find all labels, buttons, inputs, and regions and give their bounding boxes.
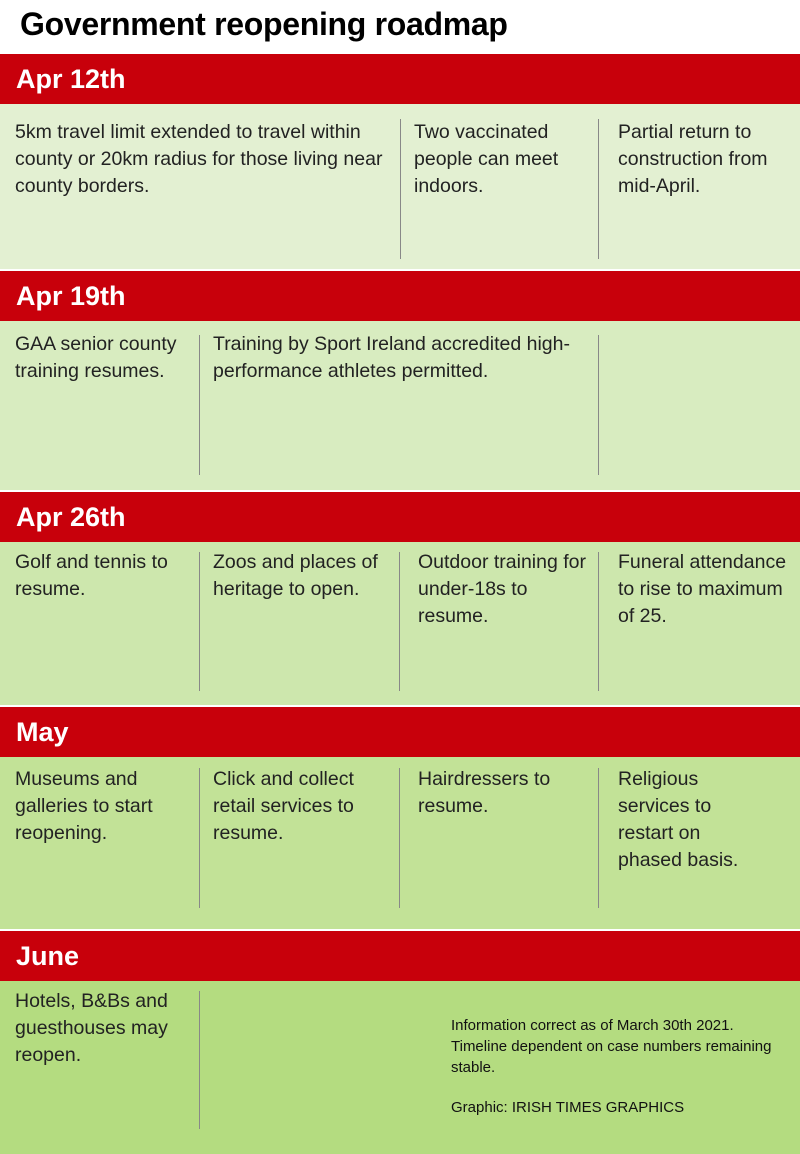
item-zoos-heritage: Zoos and places of heritage to open. [213, 551, 378, 600]
section-body-apr-19 [0, 321, 800, 490]
column-divider [199, 335, 200, 475]
column-divider [199, 768, 200, 908]
item-golf-tennis: Golf and tennis to resume. [15, 551, 168, 600]
column-divider [598, 768, 599, 908]
item-hairdressers: Hairdressers to resume. [418, 768, 551, 817]
item-religious-services: Religious services to restart on phased basis. [618, 768, 739, 871]
section-body-apr-12 [0, 104, 800, 269]
section-header-june: June [0, 931, 800, 981]
section-header-apr-12: Apr 12th [0, 54, 800, 104]
column-divider [199, 991, 200, 1129]
section-body-may [0, 757, 800, 929]
item-museums: Museums and galleries to start reopening. [15, 768, 153, 844]
column-divider [399, 768, 400, 908]
footnote-info: Information correct as of March 30th 2021. Timeline dependent on case numbers remaining stable. [451, 1017, 772, 1076]
section-header-apr-19: Apr 19th [0, 271, 800, 321]
column-divider [598, 119, 599, 259]
page-title: Government reopening roadmap [20, 6, 508, 42]
column-divider [199, 552, 200, 691]
item-outdoor-training: Outdoor training for under-18s to resume. [418, 551, 587, 627]
column-divider [598, 335, 599, 475]
column-divider [399, 552, 400, 691]
item-hotels: Hotels, B&Bs and guesthouses may reopen. [15, 990, 168, 1066]
item-click-collect: Click and collect retail services to resume. [213, 768, 354, 844]
item-sport-ireland: Training by Sport Ireland accredited high-performance athletes permitted. [213, 333, 570, 382]
item-construction: Partial return to construction from mid-April. [618, 121, 768, 197]
column-divider [598, 552, 599, 691]
item-travel-limit: 5km travel limit extended to travel within county or 20km radius for those living near county borders. [15, 121, 383, 197]
section-header-may: May [0, 707, 800, 757]
item-vaccinated-meet: Two vaccinated people can meet indoors. [414, 121, 559, 197]
item-funeral-attendance: Funeral attendance to rise to maximum of 25. [618, 551, 787, 627]
column-divider [400, 119, 401, 259]
section-header-apr-26: Apr 26th [0, 492, 800, 542]
footnote-credit: Graphic: IRISH TIMES GRAPHICS [451, 1099, 685, 1116]
section-body-apr-26 [0, 542, 800, 705]
section-body-june [0, 981, 800, 1154]
item-gaa-training: GAA senior county training resumes. [15, 333, 177, 382]
